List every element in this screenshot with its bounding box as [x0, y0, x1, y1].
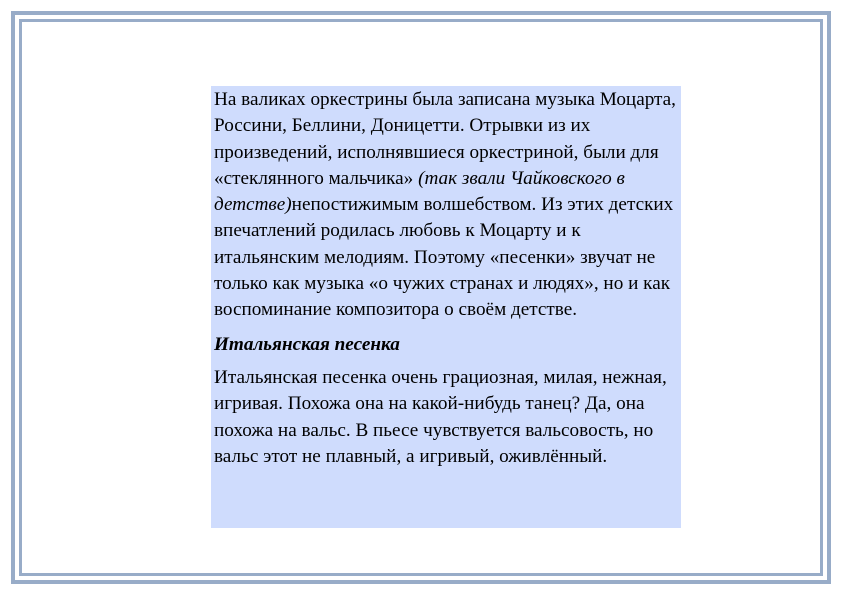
description-paragraph: Итальянская песенка очень грациозная, милая, нежная, игривая. Похожа она на какой-нибудь танец? Да, она похожа на вальс. В пьесе чувствуется вальсовость, но вальс этот не плавный, а игривый, оживлённый. [214, 366, 667, 467]
section-heading: Итальянская песенка [214, 333, 400, 355]
intro-text-start: На валиках оркестрины была записана музыка Моцарта, Россини, Беллини, Доницетти. Отрывки из их произведений, исполнявшиеся оркестриной, были для «стеклянного мальчика» [214, 89, 676, 189]
intro-paragraph [214, 87, 678, 324]
intro-text-end: непостижимым волшебством. Из этих детских впечатлений родилась любовь к Моцарту и к итальянским мелодиям. Поэтому «песенки» звучат не только как музыка «о чужих странах и людях», но и как воспоминание композитора о своём детстве. [214, 194, 674, 321]
text-block [211, 86, 681, 528]
intro-italic-note: (так звали Чайковского в детстве) [214, 167, 625, 216]
